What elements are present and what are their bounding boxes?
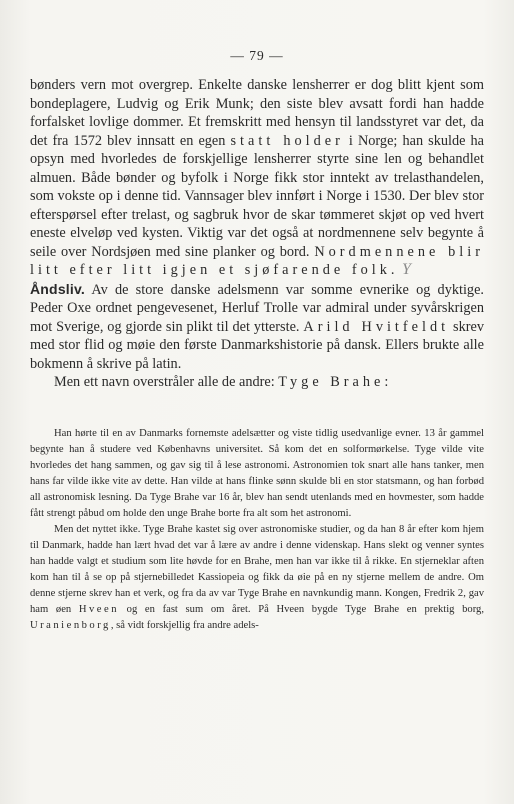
spaced-name: Hveen	[78, 604, 120, 615]
main-text	[30, 76, 484, 392]
paragraph-stattholder	[30, 76, 484, 280]
paragraph-andsliv	[30, 280, 484, 374]
pencil-mark: Y	[402, 261, 411, 278]
text-run: Men det nyttet ikke. Tyge Brahe kastet sig over astronomiske studier, og da han 8 år efter kom hjem til Danmark, hadde han lært hvad det var å lære av andre i denne videnskap. Hans slekt og venner syntes han hadde valgt et studium som lite høvde for en Brahe, men han var ikke til å rikke. En stjerneklar aften kom han til å se op på stjernebilledet Kassiopeia og fikk da øie på en ny stjerne mellem de andre. Om denne stjerne skrev han et verk, og fra da av var Tyge Brahe en navnkundig mann. Kongen, Fredrik 2, gav ham øen	[30, 524, 484, 615]
spaced-name: Arild Hvitfeldt	[303, 318, 450, 335]
text-run: Av de store danske adelsmenn var somme evnerike og dyktige. Peder Oxe ordnet pengevesenet, Herluf Trolle var admiral under syvårskrigen mot Sverige, og gjorde sin plikt til det ytterste.	[30, 281, 484, 335]
text-run: skrev med stor flid og møie den første Danmarkshistorie på dansk. Ellers brukte alle bokmenn å skrive på latin.	[30, 318, 484, 372]
text-run: Men ett navn overstråler alle de andre:	[54, 374, 279, 390]
spaced-term: statt holder	[230, 132, 344, 149]
paragraph-tyge-brahe-intro	[30, 373, 484, 392]
text-run: i Norge; han skulde ha opsyn med hvorledes de forskjellige lensherrer styrte sine len og behandlet almuen. Både bønder og byfolk i Norge fikk stor inntekt av trelasthandelen, som vokste op i denne tid. Vannsager blev innført i Norge i 1530. Der blev stor efterspørsel efter trelast, og sagbruk hvor de skar tømmeret skjøt op ved hvert eneste elveløp ved kysten. Viktig var det også at nordmennene selv begynte å seile over Nordsjøen med sine planker og bord.	[30, 132, 485, 260]
spaced-name: Uranienborg	[30, 620, 111, 631]
small-print-text	[30, 426, 484, 634]
page-number: — 79 —	[230, 48, 284, 63]
small-paragraph-2	[30, 522, 484, 634]
text-run: og en fast sum om året. På Hveen bygde Tyge Brahe en prektig borg,	[119, 604, 484, 615]
text-run: bønders vern mot overgrep. Enkelte danske lensherrer er dog blitt kjent som bondeplagere, Ludvig og Erik Munk; den siste blev avsatt fordi han hadde forfalsket lovlige dommer. Et fremskritt med hensyn til landsstyret var det, da det fra 1572 blev innsatt en egen	[30, 77, 484, 149]
section-heading: Åndsliv.	[30, 280, 86, 297]
text-run: , så vidt forskjellig fra andre adels-	[110, 620, 259, 631]
small-paragraph-1: Han hørte til en av Danmarks fornemste adelsætter og viste tidlig usedvanlige evner. 13 år gammel begynte han å studere ved Københavns universitet. Så kom det en solformørkelse. Tyge vilde vite hvorledes det hang sammen, og gav sig til å lese astronomi. Astronomien tok snart alle hans tanker, men hans far vilde ikke vite av dette. Han vilde at hans flinke sønn skulde bli en stor statsmann, og han forbød all astronomisk lesning. Da Tyge Brahe var 16 år, blev han sendt utenlands med en hovmester, som hadde fått strengt påbud om holde den unge Brahe borte fra alt som het astronomi.	[30, 428, 484, 519]
spaced-emphasis: Nordmennene blir litt efter litt igjen et sjøfarende folk.	[30, 243, 484, 278]
spaced-name: Tyge Brahe:	[278, 374, 393, 390]
